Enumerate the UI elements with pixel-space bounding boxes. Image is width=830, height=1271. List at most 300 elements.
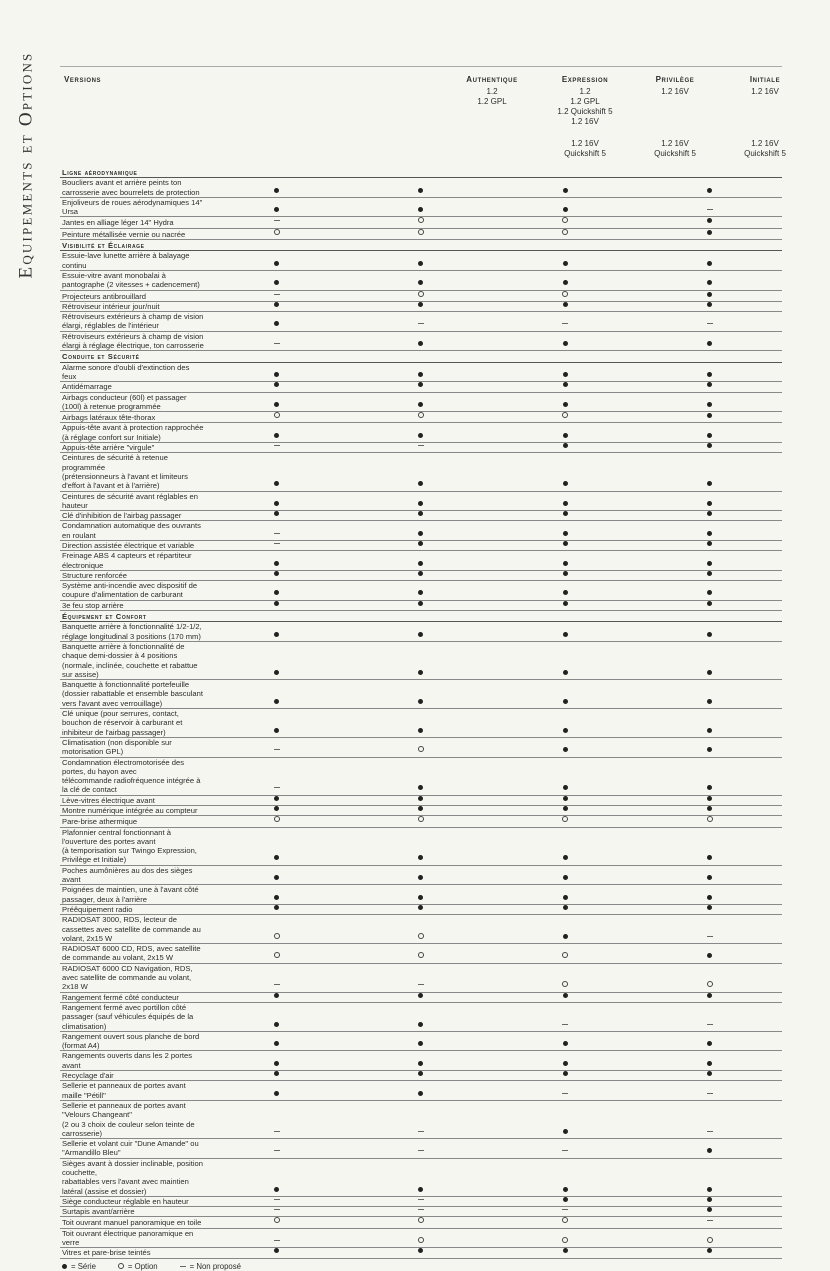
filled-dot-icon — [707, 501, 712, 506]
row-label: RADIOSAT 6000 CD Navigation, RDS, avec satellite de commande au volant, 2x18 W — [60, 963, 204, 992]
hollow-circle-icon — [562, 291, 568, 297]
filled-dot-icon — [418, 302, 423, 307]
table-row — [60, 1248, 782, 1258]
dash-icon — [418, 445, 424, 446]
filled-dot-icon — [563, 1187, 568, 1192]
availability-cell — [204, 600, 348, 610]
filled-dot-icon — [274, 796, 279, 801]
availability-cell — [204, 963, 348, 992]
dash-icon — [707, 209, 713, 210]
table-row — [60, 992, 782, 1002]
availability-cell — [638, 827, 782, 865]
filled-dot-icon — [274, 433, 279, 438]
table-row — [60, 290, 782, 301]
availability-cell — [204, 1217, 348, 1228]
availability-cell — [204, 795, 348, 805]
availability-cell — [493, 392, 637, 412]
row-label: Poignées de maintien, une à l'avant côté passager, deux à l'arrière — [60, 885, 204, 905]
column-engines-lower: 1.2 16V Quickshift 5 — [564, 139, 606, 158]
availability-cell — [638, 1051, 782, 1071]
availability-cell — [493, 622, 637, 642]
availability-cell — [493, 251, 637, 271]
table-row — [60, 270, 782, 290]
availability-cell — [493, 197, 637, 217]
filled-dot-icon — [563, 207, 568, 212]
filled-dot-icon — [274, 855, 279, 860]
filled-dot-icon — [707, 531, 712, 536]
filled-dot-icon — [274, 302, 279, 307]
hollow-circle-icon — [274, 816, 280, 822]
availability-cell — [493, 795, 637, 805]
availability-cell — [349, 865, 493, 885]
dash-icon — [562, 1209, 568, 1210]
availability-cell — [349, 622, 493, 642]
filled-dot-icon — [563, 905, 568, 910]
filled-dot-icon — [563, 261, 568, 266]
filled-dot-icon — [563, 632, 568, 637]
filled-dot-icon — [418, 561, 423, 566]
filled-dot-icon — [418, 855, 423, 860]
row-label: Projecteurs antibrouillard — [60, 290, 204, 301]
filled-dot-icon — [707, 382, 712, 387]
filled-dot-icon — [418, 632, 423, 637]
availability-cell — [493, 178, 637, 198]
column-name: Authentique — [466, 75, 518, 84]
dash-icon — [274, 294, 280, 295]
filled-dot-icon — [563, 934, 568, 939]
row-label: Essuie-vitre avant monobalai à pantographe (2 vitesses + cadencement) — [60, 270, 204, 290]
hollow-circle-icon — [418, 217, 424, 223]
availability-cell — [638, 1228, 782, 1248]
availability-cell — [204, 904, 348, 914]
availability-cell — [493, 865, 637, 885]
availability-cell — [349, 362, 493, 382]
availability-cell — [493, 737, 637, 757]
filled-dot-icon — [563, 1061, 568, 1066]
availability-cell — [349, 1081, 493, 1101]
table-row — [60, 1139, 782, 1159]
filled-dot-icon — [707, 561, 712, 566]
availability-cell — [493, 1002, 637, 1031]
availability-cell — [349, 944, 493, 964]
filled-dot-icon — [418, 670, 423, 675]
table-row — [60, 178, 782, 198]
availability-cell — [204, 1228, 348, 1248]
filled-dot-icon — [707, 261, 712, 266]
row-label: Condamnation automatique des ouvrants en roulant — [60, 521, 204, 541]
availability-cell — [204, 757, 348, 795]
column-engines: 1.2 1.2 GPL — [477, 87, 507, 106]
table-row — [60, 641, 782, 679]
filled-dot-icon — [563, 501, 568, 506]
legend — [60, 1262, 782, 1271]
availability-cell — [638, 1196, 782, 1206]
availability-cell — [638, 709, 782, 738]
availability-cell — [204, 680, 348, 709]
filled-dot-icon — [707, 280, 712, 285]
availability-cell — [204, 641, 348, 679]
availability-cell — [638, 362, 782, 382]
section-title: Équipement et Confort — [60, 611, 782, 622]
filled-dot-icon — [274, 511, 279, 516]
hollow-circle-icon — [562, 816, 568, 822]
row-label: 3e feu stop arrière — [60, 600, 204, 610]
row-label: Jantes en alliage léger 14" Hydra — [60, 217, 204, 228]
column-engines: 1.2 16V — [661, 87, 689, 96]
filled-dot-icon — [707, 785, 712, 790]
dash-icon — [418, 984, 424, 985]
filled-dot-icon — [418, 1061, 423, 1066]
availability-cell — [638, 1002, 782, 1031]
availability-cell — [349, 709, 493, 738]
availability-cell — [493, 1217, 637, 1228]
filled-dot-icon — [707, 541, 712, 546]
table-row — [60, 827, 782, 865]
row-label: Système anti-incendie avec dispositif de coupure d'alimentation de carburant — [60, 581, 204, 601]
availability-cell — [349, 270, 493, 290]
section-title: Conduite et Sécurité — [60, 351, 782, 362]
dash-icon — [418, 1199, 424, 1200]
availability-cell — [638, 1031, 782, 1051]
availability-cell — [204, 178, 348, 198]
availability-cell — [638, 1071, 782, 1081]
filled-dot-icon — [418, 280, 423, 285]
row-label: Siège conducteur réglable en hauteur — [60, 1196, 204, 1206]
table-row — [60, 915, 782, 944]
availability-cell — [349, 1207, 493, 1217]
availability-cell — [349, 757, 493, 795]
legend-item — [118, 1262, 158, 1271]
table-row — [60, 581, 782, 601]
dash-icon — [274, 445, 280, 446]
filled-dot-icon — [274, 895, 279, 900]
filled-dot-icon — [418, 341, 423, 346]
filled-dot-icon — [274, 188, 279, 193]
availability-cell — [638, 521, 782, 541]
availability-cell — [638, 816, 782, 827]
row-label: Sellerie et volant cuir "Dune Amande" ou "Armandillo Bleu" — [60, 1139, 204, 1159]
filled-dot-icon — [707, 601, 712, 606]
filled-dot-icon — [563, 670, 568, 675]
table-row — [60, 412, 782, 423]
filled-dot-icon — [563, 571, 568, 576]
hollow-circle-icon — [274, 933, 280, 939]
availability-cell — [493, 217, 637, 228]
filled-dot-icon — [563, 993, 568, 998]
availability-cell — [349, 491, 493, 511]
filled-dot-icon — [274, 1091, 279, 1096]
availability-cell — [349, 312, 493, 332]
legend-item — [62, 1262, 96, 1271]
filled-dot-icon — [418, 1041, 423, 1046]
filled-dot-icon — [274, 501, 279, 506]
filled-dot-icon — [707, 895, 712, 900]
filled-dot-icon — [707, 1207, 712, 1212]
table-row — [60, 491, 782, 511]
availability-cell — [204, 1031, 348, 1051]
filled-dot-icon — [563, 855, 568, 860]
availability-cell — [349, 737, 493, 757]
availability-cell — [493, 963, 637, 992]
table-row — [60, 570, 782, 580]
table-row — [60, 251, 782, 271]
dash-icon — [274, 1209, 280, 1210]
availability-cell — [349, 1051, 493, 1071]
table-row — [60, 392, 782, 412]
filled-dot-icon — [707, 341, 712, 346]
filled-dot-icon — [563, 443, 568, 448]
availability-cell — [204, 197, 348, 217]
availability-cell — [493, 944, 637, 964]
column-engines-lower: 1.2 16V Quickshift 5 — [654, 139, 696, 158]
table-row — [60, 757, 782, 795]
filled-dot-icon — [707, 699, 712, 704]
availability-cell — [638, 1158, 782, 1196]
availability-cell — [638, 228, 782, 239]
availability-cell — [493, 1228, 637, 1248]
row-label: Plafonnier central fonctionnant à l'ouverture des portes avant (à temporisation sur Twingo Expression, Privilège et Initiale) — [60, 827, 204, 865]
hollow-circle-icon — [118, 1263, 124, 1269]
availability-cell — [349, 228, 493, 239]
row-label: Peinture métallisée vernie ou nacrée — [60, 228, 204, 239]
availability-cell — [204, 1158, 348, 1196]
availability-cell — [638, 865, 782, 885]
availability-cell — [204, 1002, 348, 1031]
table-row — [60, 453, 782, 491]
availability-cell — [638, 1248, 782, 1258]
filled-dot-icon — [418, 372, 423, 377]
availability-cell — [349, 816, 493, 827]
table-row — [60, 1002, 782, 1031]
availability-cell — [493, 1139, 637, 1159]
column-name: Privilège — [655, 75, 695, 84]
availability-cell — [349, 453, 493, 491]
row-label: Rétroviseurs extérieurs à champ de vision élargi à réglage électrique, ton carrosserie — [62, 331, 204, 351]
dash-icon — [562, 1150, 568, 1151]
availability-cell — [493, 1207, 637, 1217]
availability-cell — [349, 1158, 493, 1196]
row-label: Sellerie et panneaux de portes avant "Velours Changeant" (2 ou 3 choix de couleur selon teinte de carrosserie) — [60, 1100, 204, 1138]
availability-cell — [204, 915, 348, 944]
filled-dot-icon — [418, 1187, 423, 1192]
equipment-table — [60, 167, 782, 1259]
hollow-circle-icon — [418, 1217, 424, 1223]
row-label: Appuis-tête arrière "virgule" — [60, 443, 204, 453]
availability-cell — [638, 992, 782, 1002]
filled-dot-icon — [418, 1248, 423, 1253]
availability-cell — [638, 1139, 782, 1159]
table-row — [60, 680, 782, 709]
table-row — [60, 737, 782, 757]
filled-dot-icon — [418, 699, 423, 704]
filled-dot-icon — [418, 1091, 423, 1096]
availability-cell — [638, 197, 782, 217]
filled-dot-icon — [418, 895, 423, 900]
filled-dot-icon — [707, 855, 712, 860]
availability-cell — [204, 270, 348, 290]
table-row — [60, 944, 782, 964]
dash-icon — [180, 1266, 186, 1267]
table-row — [60, 1081, 782, 1101]
legend-label: = Série — [71, 1261, 96, 1271]
filled-dot-icon — [274, 993, 279, 998]
hollow-circle-icon — [562, 1217, 568, 1223]
row-label: RADIOSAT 6000 CD, RDS, avec satellite de commande au volant, 2x15 W — [60, 944, 204, 964]
availability-cell — [349, 251, 493, 271]
availability-cell — [349, 178, 493, 198]
filled-dot-icon — [418, 1022, 423, 1027]
filled-dot-icon — [707, 728, 712, 733]
availability-cell — [493, 1071, 637, 1081]
row-label: Toit ouvrant électrique panoramique en verre — [60, 1228, 204, 1248]
availability-cell — [204, 491, 348, 511]
row-label: Rétroviseurs extérieurs à champ de vision élargi, réglables de l'intérieur — [62, 312, 204, 331]
column-privilege — [631, 75, 719, 158]
availability-cell — [204, 251, 348, 271]
filled-dot-icon — [707, 230, 712, 235]
row-label: Poches aumônières au dos des sièges avant — [60, 865, 204, 885]
row-label: Airbags latéraux tête-thorax — [60, 412, 204, 423]
row-label: Banquette arrière à fonctionnalité de chaque demi-dossier à 4 positions (normale, inclinée, couchette et rabattue sur assise) — [60, 641, 204, 679]
availability-cell — [204, 301, 348, 311]
availability-cell — [349, 217, 493, 228]
filled-dot-icon — [418, 785, 423, 790]
hollow-circle-icon — [418, 1237, 424, 1243]
availability-cell — [638, 1100, 782, 1138]
section-header-row — [60, 351, 782, 362]
filled-dot-icon — [274, 321, 279, 326]
filled-dot-icon — [563, 402, 568, 407]
availability-cell — [204, 827, 348, 865]
row-label: Essuie-lave lunette arrière à balayage continu — [60, 251, 204, 271]
filled-dot-icon — [563, 1041, 568, 1046]
availability-cell — [493, 992, 637, 1002]
availability-cell — [638, 382, 782, 392]
availability-cell — [493, 816, 637, 827]
row-label: Banquette à fonctionnalité portefeuille (dossier rabattable et ensemble basculant vers l'avant avec verrouillage) — [62, 680, 203, 708]
availability-cell — [204, 382, 348, 392]
filled-dot-icon — [274, 1041, 279, 1046]
availability-cell — [349, 806, 493, 816]
availability-cell — [349, 1031, 493, 1051]
filled-dot-icon — [274, 699, 279, 704]
availability-cell — [638, 270, 782, 290]
filled-dot-icon — [563, 531, 568, 536]
availability-cell — [638, 795, 782, 805]
availability-cell — [493, 540, 637, 550]
availability-cell — [638, 641, 782, 679]
dash-icon — [418, 1209, 424, 1210]
table-row — [60, 423, 782, 443]
row-label: Climatisation (non disponible sur motorisation GPL) — [60, 737, 204, 757]
row-label: Ceintures de sécurité avant réglables en hauteur — [60, 491, 204, 511]
row-label: Rangement fermé avec portillon côté passager (sauf véhicules équipés de la climatisation) — [60, 1002, 204, 1031]
availability-cell — [638, 312, 782, 332]
availability-cell — [204, 1139, 348, 1159]
hollow-circle-icon — [562, 412, 568, 418]
availability-cell — [204, 806, 348, 816]
dash-icon — [418, 1131, 424, 1132]
availability-cell — [349, 795, 493, 805]
row-label: Direction assistée électrique et variable — [60, 540, 204, 550]
hollow-circle-icon — [562, 1237, 568, 1243]
hollow-circle-icon — [274, 412, 280, 418]
filled-dot-icon — [418, 875, 423, 880]
row-label: Préêquipement radio — [60, 904, 204, 914]
table-row — [60, 1031, 782, 1051]
availability-cell — [493, 806, 637, 816]
row-label: Ceintures de sécurité à retenue programmée (prétensionneurs à l'avant et limiteurs d'effort à l'avant et à l'arrière) — [60, 453, 204, 491]
legend-item — [180, 1262, 241, 1271]
availability-cell — [638, 301, 782, 311]
table-row — [60, 885, 782, 905]
filled-dot-icon — [563, 188, 568, 193]
table-row — [60, 521, 782, 541]
dash-icon — [562, 323, 568, 324]
filled-dot-icon — [418, 601, 423, 606]
dash-icon — [562, 1024, 568, 1025]
availability-cell — [638, 885, 782, 905]
filled-dot-icon — [563, 728, 568, 733]
availability-cell — [493, 581, 637, 601]
availability-cell — [204, 570, 348, 580]
availability-cell — [204, 312, 348, 332]
availability-cell — [349, 521, 493, 541]
table-row — [60, 816, 782, 827]
availability-cell — [493, 885, 637, 905]
row-label: Recyclage d'air — [60, 1071, 204, 1081]
filled-dot-icon — [274, 905, 279, 910]
filled-dot-icon — [418, 188, 423, 193]
filled-dot-icon — [563, 280, 568, 285]
availability-cell — [349, 600, 493, 610]
availability-cell — [638, 915, 782, 944]
top-rule — [60, 66, 782, 67]
dash-icon — [707, 1131, 713, 1132]
availability-cell — [638, 963, 782, 992]
filled-dot-icon — [563, 1248, 568, 1253]
filled-dot-icon — [563, 341, 568, 346]
dash-icon — [707, 1220, 713, 1221]
availability-cell — [204, 709, 348, 738]
row-label: Lève-vitres électrique avant — [60, 795, 204, 805]
table-row — [60, 709, 782, 738]
filled-dot-icon — [707, 806, 712, 811]
availability-cell — [349, 423, 493, 443]
filled-dot-icon — [563, 747, 568, 752]
availability-cell — [638, 443, 782, 453]
filled-dot-icon — [707, 1071, 712, 1076]
availability-cell — [204, 228, 348, 239]
dash-icon — [707, 323, 713, 324]
filled-dot-icon — [274, 372, 279, 377]
filled-dot-icon — [418, 905, 423, 910]
availability-cell — [204, 362, 348, 382]
row-label: Clé unique (pour serrures, contact, bouchon de réservoir à carburant et inhibiteur de l'airbag passager) — [60, 709, 204, 738]
availability-cell — [493, 915, 637, 944]
availability-cell — [349, 680, 493, 709]
row-label: Alarme sonore d'oubli d'extinction des feux — [60, 362, 204, 382]
availability-cell — [349, 915, 493, 944]
availability-cell — [204, 737, 348, 757]
hollow-circle-icon — [418, 952, 424, 958]
availability-cell — [204, 521, 348, 541]
availability-cell — [349, 551, 493, 571]
availability-cell — [204, 290, 348, 301]
column-name: Initiale — [749, 75, 781, 84]
row-label: Enjoliveurs de roues aérodynamiques 14" Ursa — [60, 197, 204, 217]
dash-icon — [274, 1199, 280, 1200]
